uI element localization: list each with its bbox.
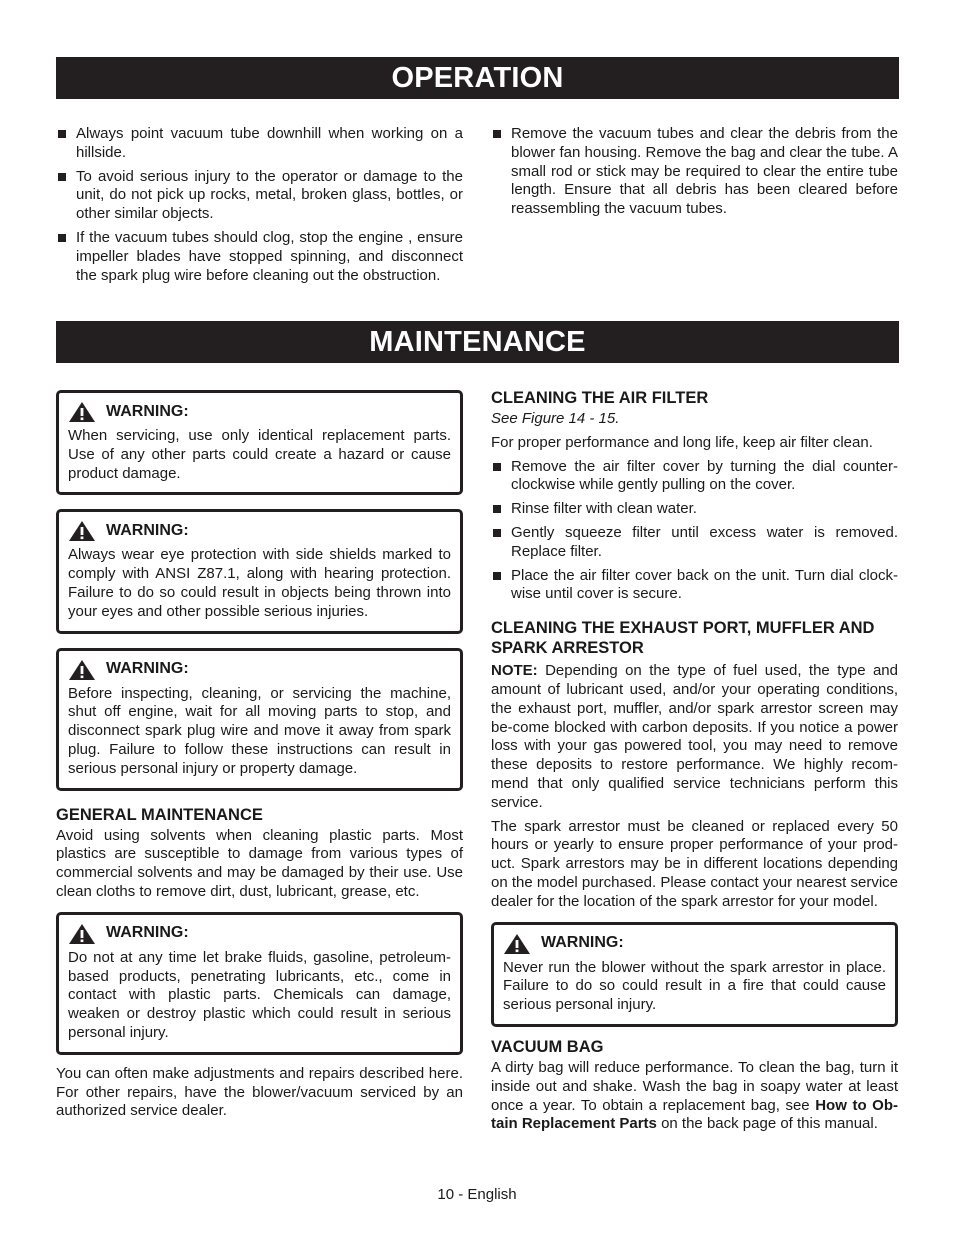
maintenance-banner bbox=[56, 321, 899, 363]
operation-banner bbox=[56, 57, 899, 99]
maintenance-left-column bbox=[56, 390, 463, 1126]
vacuum-bag-heading: VACUUM BAG bbox=[491, 1037, 604, 1056]
warning-text: Always wear eye protection with side shields marked to comply with ANSI Z87.1, along with hearing protection. Failure to do so could result in objects being thrown into your eyes and other possible serious injuries. bbox=[68, 546, 451, 620]
exhaust-heading: CLEANING THE EXHAUST PORT, MUFFLER AND SPARK ARRESTOR bbox=[491, 619, 875, 658]
warning-text: Do not at any time let brake fluids, gasoline, petroleum-based products, penetrating lubricants, etc., come in contact with plastic parts. Chemicals can damage, weaken or destroy plastic which could result in serious personal injury. bbox=[68, 948, 451, 1041]
warning-triangle-icon bbox=[68, 659, 96, 681]
bullet-square-icon bbox=[58, 173, 66, 181]
air-filter-intro: For proper performance and long life, keep air filter clean. bbox=[491, 433, 873, 451]
warning-triangle-icon bbox=[68, 520, 96, 542]
operation-right-column bbox=[491, 125, 898, 224]
page-footer: 10 - English bbox=[437, 1186, 517, 1203]
warning-text: Never run the blower without the spark arrestor in place. Failure to do so could result in a fire that could cause serious personal injury. bbox=[503, 958, 886, 1014]
air-filter-steps bbox=[491, 458, 898, 605]
list-item: To avoid serious injury to the operator or damage to the unit, do not pick up rocks, metal, broken glass, bottles, or other similar objects. bbox=[56, 168, 463, 224]
general-maintenance-heading: GENERAL MAINTENANCE bbox=[56, 805, 263, 824]
warning-heading: WARNING: bbox=[68, 923, 451, 945]
bullet-square-icon bbox=[58, 130, 66, 138]
operation-left-column bbox=[56, 125, 463, 290]
operation-left-list bbox=[56, 125, 463, 285]
bullet-square-icon bbox=[493, 572, 501, 580]
list-item: Always point vacuum tube downhill when working on a hillside. bbox=[56, 125, 463, 163]
warning-text: When servicing, use only identical replacement parts. Use of any other parts could create a hazard or cause product damage. bbox=[68, 427, 451, 482]
warning-box bbox=[56, 509, 463, 633]
general-maintenance-closing: You can often make adjustments and repairs described here. For other repairs, have the blower/vacuum serviced by an authorized service dealer. bbox=[56, 1064, 463, 1120]
warning-triangle-icon bbox=[68, 401, 96, 423]
warning-heading: WARNING: bbox=[68, 520, 451, 542]
warning-text: Before inspecting, cleaning, or servicing the machine, shut off engine, wait for all moving parts to stop, and disconnect spark plug wire and move it away from spark plug. Failure to follow these instructions can result in serious personal injury or property damage. bbox=[68, 684, 451, 777]
bullet-square-icon bbox=[58, 234, 66, 242]
section-title-maintenance: MAINTENANCE bbox=[369, 326, 586, 358]
warning-heading: WARNING: bbox=[68, 401, 451, 423]
list-item: Rinse filter with clean water. bbox=[491, 500, 898, 519]
warning-box bbox=[491, 922, 898, 1027]
list-item: Remove the air filter cover by turning the dial counter-clockwise while gently pulling on the cover. bbox=[491, 458, 898, 496]
list-item: Remove the vacuum tubes and clear the debris from the blower fan housing. Remove the bag and clear the tube. A small rod or stick may be required to clear the entire tube length. Ensure that all debris has been cleared before reassembling the vacuum tubes. bbox=[491, 125, 898, 219]
operation-right-list bbox=[491, 125, 898, 219]
figure-reference: See Figure 14 - 15. bbox=[491, 410, 620, 427]
maintenance-right-column bbox=[491, 388, 898, 1139]
list-item: Gently squeeze filter until excess water is removed. Replace filter. bbox=[491, 524, 898, 562]
bullet-square-icon bbox=[493, 463, 501, 471]
warning-box bbox=[56, 390, 463, 495]
bullet-square-icon bbox=[493, 529, 501, 537]
warning-triangle-icon bbox=[503, 933, 531, 955]
warning-heading: WARNING: bbox=[68, 659, 451, 681]
list-item: Place the air filter cover back on the unit. Turn dial clock-wise until cover is secure. bbox=[491, 567, 898, 605]
warning-box bbox=[56, 648, 463, 791]
warning-box bbox=[56, 912, 463, 1055]
bullet-square-icon bbox=[493, 505, 501, 513]
warning-triangle-icon bbox=[68, 923, 96, 945]
section-title-operation: OPERATION bbox=[391, 62, 564, 94]
general-maintenance-text: Avoid using solvents when cleaning plastic parts. Most plastics are susceptible to damage from various types of commercial solvents and may be damaged by their use. Use clean cloths to remove dirt, dust, lubricant, grease, etc. bbox=[56, 826, 463, 900]
air-filter-heading: CLEANING THE AIR FILTER bbox=[491, 389, 709, 407]
vacuum-bag-text: A dirty bag will reduce performance. To clean the bag, turn it inside out and shake. Wash the bag in soapy water at least once a year. To obtain a replacement bag, see How to Ob-tain Replacement Parts on the back page of this manual. bbox=[491, 1058, 899, 1133]
exhaust-note: NOTE: Depending on the type of fuel used, the type and amount of lubricant used, and/or your operating conditions, the exhaust port, muffler, and/or spark arrestor screen may be-come blocked with carbon deposits. If you notice a power loss with your gas powered tool, you may need to remove these deposits to restore performance. We highly recom-mend that only qualified service technicians perform this service. bbox=[491, 662, 898, 811]
list-item: If the vacuum tubes should clog, stop the engine , ensure impeller blades have stopped spinning, and disconnect the spark plug wire before cleaning out the obstruction. bbox=[56, 229, 463, 285]
warning-heading: WARNING: bbox=[503, 933, 886, 955]
bullet-square-icon bbox=[493, 130, 501, 138]
spark-arrestor-text: The spark arrestor must be cleaned or replaced every 50 hours or yearly to ensure proper performance of your prod-uct. Spark arrestors may be in different locations depending on the model purchased. Please contact your nearest service dealer for the location of the spark arrestor for your model. bbox=[491, 817, 898, 910]
